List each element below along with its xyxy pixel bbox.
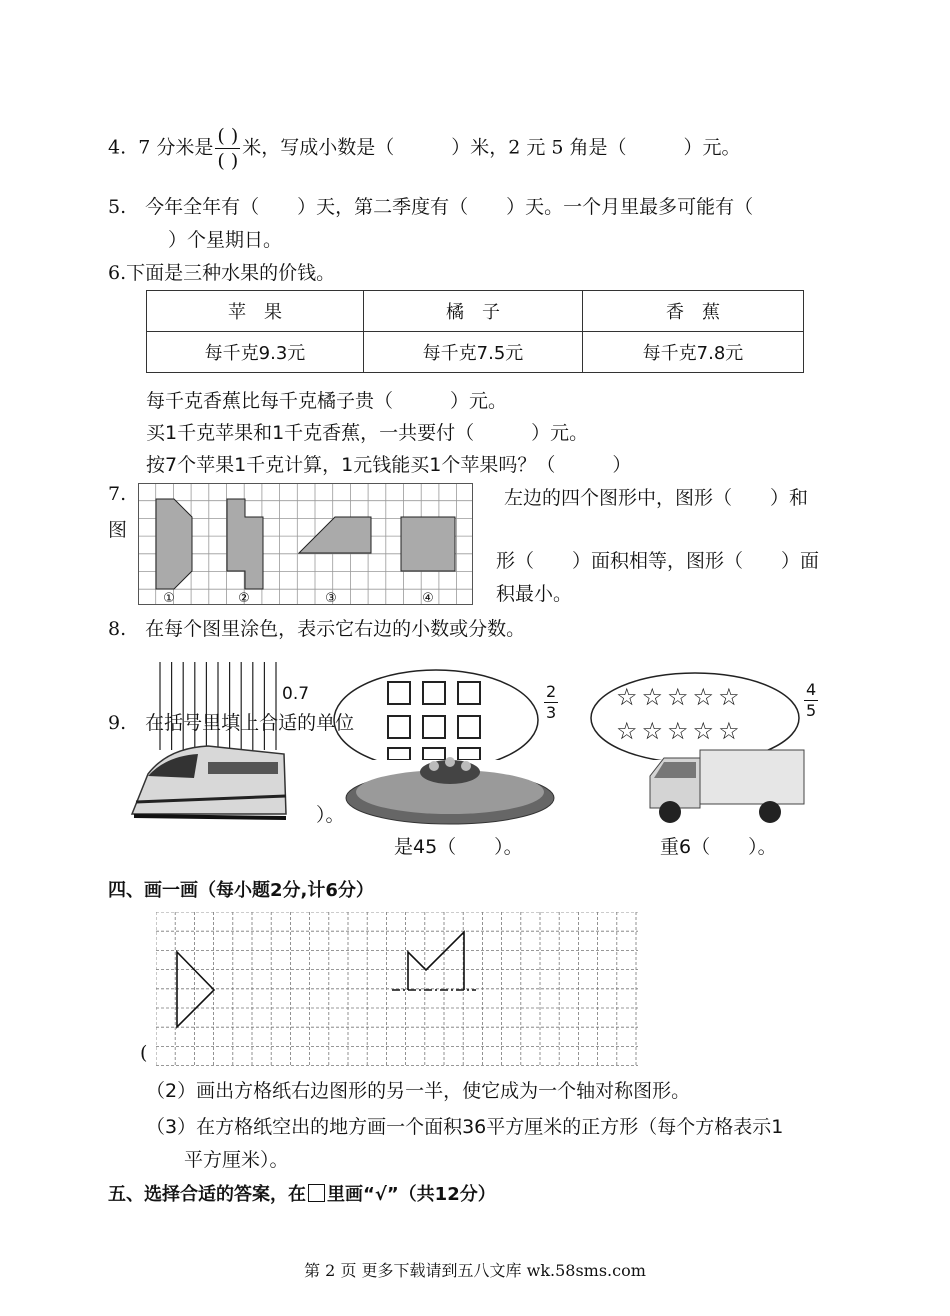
star-icon: ☆ xyxy=(641,717,668,745)
checkbox-icon xyxy=(308,1184,325,1202)
q8-square xyxy=(458,682,480,704)
q7-shape-4 xyxy=(401,517,455,571)
table-header-row xyxy=(147,291,804,332)
q6-sub3: 按7个苹果1千克计算，1元钱能买1个苹果吗？（ ） xyxy=(146,454,632,476)
q7-label-1: ① xyxy=(163,591,175,606)
q4-text-a: 7 分米是 xyxy=(138,136,214,159)
q8-square xyxy=(388,682,410,704)
q8-stars xyxy=(616,680,744,748)
q7-shape-1 xyxy=(156,499,192,589)
q4-fraction xyxy=(215,124,240,173)
q8-square xyxy=(458,716,480,738)
q8-star-row xyxy=(616,680,744,714)
q7-shape-3 xyxy=(299,517,371,553)
q7-label-2: ② xyxy=(238,591,250,606)
s4-half-shape xyxy=(408,932,464,990)
train-image xyxy=(128,722,290,828)
s4-item3-line1: （3）在方格纸空出的地方画一个面积36平方厘米的正方形（每个方格表示1 xyxy=(146,1116,784,1138)
q8-f1-num: 2 xyxy=(546,682,557,701)
q7-label-4: ④ xyxy=(422,591,434,606)
star-icon: ☆ xyxy=(616,717,642,745)
s5-title-a: 五、选择合适的答案，在 xyxy=(108,1184,306,1205)
q7-fig-char: 图 xyxy=(108,519,128,541)
q8-square xyxy=(423,682,445,704)
star-icon: ☆ xyxy=(692,683,719,711)
q7-text3: 积最小。 xyxy=(496,583,573,605)
q4-number: 4. xyxy=(108,136,127,159)
q7-text1: 左边的四个图形中，图形（ ）和 xyxy=(504,487,809,509)
section5-title xyxy=(108,1180,496,1206)
price-banana: 每千克7.8元 xyxy=(583,332,804,373)
s4-grid-lines xyxy=(156,912,638,1066)
star-icon: ☆ xyxy=(641,683,668,711)
q7-number: 7. xyxy=(108,483,127,505)
q8-star-row xyxy=(616,714,744,748)
q9-blank1: ）。 xyxy=(316,804,345,826)
q8-f2-den: 5 xyxy=(806,701,817,720)
q6-sub2: 买1千克苹果和1千克香蕉，一共要付（ ）元。 xyxy=(146,422,589,444)
star-icon: ☆ xyxy=(718,683,744,711)
q8-fraction-two-thirds xyxy=(544,682,558,723)
star-icon: ☆ xyxy=(692,717,719,745)
page-footer: 第 2 页 更多下载请到五八文库 wk.58sms.com xyxy=(304,1261,646,1280)
q7-text2: 形（ ）面积相等，图形（ ）面 xyxy=(496,550,820,572)
q8-square xyxy=(388,716,410,738)
q4-line xyxy=(108,124,741,173)
q8-f1-den: 3 xyxy=(546,703,557,722)
q8-fraction-four-fifths xyxy=(804,680,818,721)
q5-line1: 5. 今年全年有（ ）天，第二季度有（ ）天。一个月里最多可能有（ xyxy=(108,196,754,218)
q7-label-3: ③ xyxy=(325,591,337,606)
truck-image xyxy=(640,746,806,826)
header-orange: 橘 子 xyxy=(364,291,583,332)
price-table xyxy=(146,290,804,373)
header-banana: 香 蕉 xyxy=(583,291,804,332)
price-apple: 每千克9.3元 xyxy=(147,332,364,373)
header-apple: 苹 果 xyxy=(147,291,364,332)
section4-title: 四、画一画（每小题2分,计6分） xyxy=(108,880,374,901)
q8-decimal: 0.7 xyxy=(282,684,310,704)
s4-triangle xyxy=(177,952,214,1027)
star-icon: ☆ xyxy=(718,717,744,745)
q7-grid-figure xyxy=(138,483,474,607)
q8-text: 8. 在每个图里涂色，表示它右边的小数或分数。 xyxy=(108,618,526,640)
q5-line2: ）个星期日。 xyxy=(168,229,283,251)
s4-grid-figure xyxy=(156,912,640,1068)
table-price-row xyxy=(147,332,804,373)
s4-paren: ( xyxy=(140,1042,148,1064)
q8-square xyxy=(423,716,445,738)
q4-frac-top: ( ) xyxy=(217,125,239,147)
q8-squares-oval xyxy=(330,668,542,760)
star-icon: ☆ xyxy=(667,717,693,745)
q4-frac-bottom: ( ) xyxy=(217,150,239,172)
star-icon: ☆ xyxy=(616,683,642,711)
q6-sub1: 每千克香蕉比每千克橘子贵（ ）元。 xyxy=(146,390,508,412)
price-orange: 每千克7.5元 xyxy=(364,332,583,373)
q4-text-b: 米，写成小数是（ ）米，2 元 5 角是（ ）元。 xyxy=(242,136,741,159)
q7-shape-2 xyxy=(227,499,263,589)
flower-bed-image xyxy=(342,750,558,830)
q8-f2-num: 4 xyxy=(806,680,817,699)
q9-blank3: 重6（ ）。 xyxy=(660,836,777,858)
s4-item2: （2）画出方格纸右边图形的另一半，使它成为一个轴对称图形。 xyxy=(146,1080,691,1102)
q9-text: 9. 在括号里填上合适的单位 xyxy=(108,712,355,734)
q6-title: 6.下面是三种水果的价钱。 xyxy=(108,262,336,284)
star-icon: ☆ xyxy=(667,683,693,711)
s5-title-b: 里画“√”（共12分） xyxy=(327,1184,496,1205)
q9-blank2: 是45（ ）。 xyxy=(394,836,523,858)
s4-item3-line2: 平方厘米）。 xyxy=(184,1149,289,1171)
